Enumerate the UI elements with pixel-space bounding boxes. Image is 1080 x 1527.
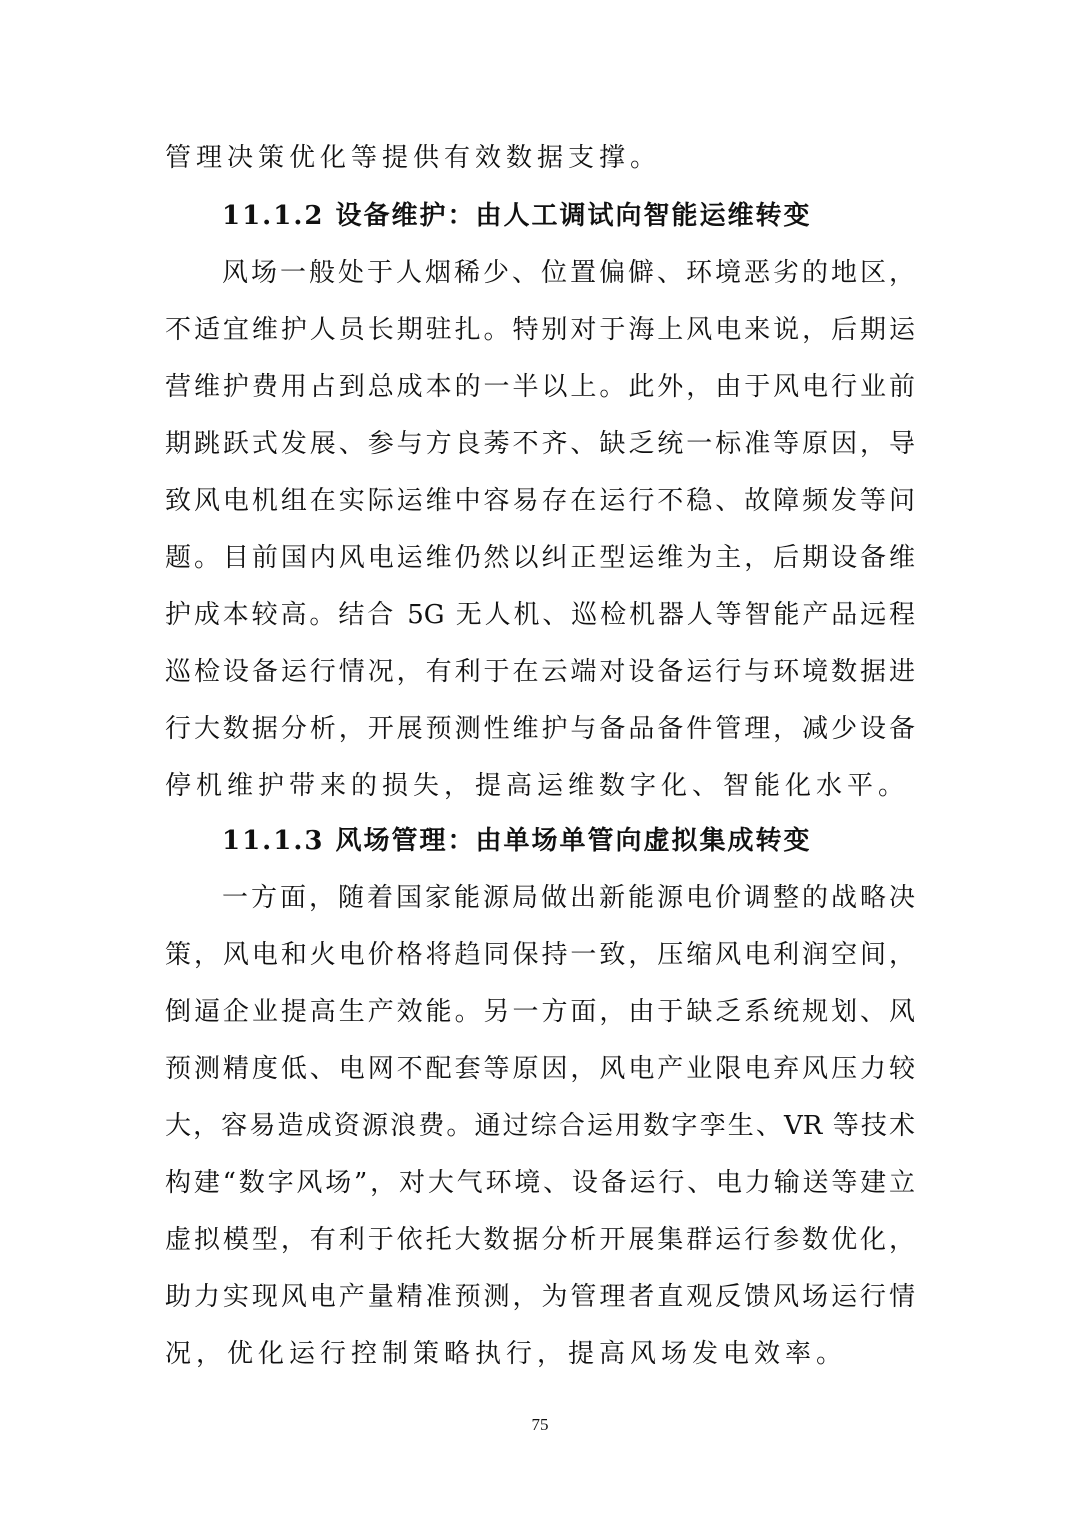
paragraph-line: 一方面，随着国家能源局做出新能源电价调整的战略决 <box>222 883 915 913</box>
section-heading-11-1-3: 11.1.3 风场管理：由单场单管向虚拟集成转变 <box>222 826 812 856</box>
paragraph-line: 预测精度低、电网不配套等原因，风电产业限电弃风压力较 <box>165 1054 915 1084</box>
paragraph-line: 题。目前国内风电运维仍然以纠正型运维为主，后期设备维 <box>165 543 915 573</box>
paragraph-line: 护成本较高。结合 5G 无人机、巡检机器人等智能产品远程 <box>165 600 915 630</box>
paragraph-line: 虚拟模型，有利于依托大数据分析开展集群运行参数优化， <box>165 1225 915 1255</box>
paragraph-line: 管理决策优化等提供有效数据支撑。 <box>165 143 662 173</box>
paragraph-line: 期跳跃式发展、参与方良莠不齐、缺乏统一标准等原因，导 <box>165 429 915 459</box>
section-heading-11-1-2: 11.1.2 设备维护：由人工调试向智能运维转变 <box>222 201 812 231</box>
paragraph-line: 助力实现风电产量精准预测，为管理者直观反馈风场运行情 <box>165 1282 915 1312</box>
paragraph-line: 策，风电和火电价格将趋同保持一致，压缩风电利润空间， <box>165 940 915 970</box>
paragraph-line: 大，容易造成资源浪费。通过综合运用数字孪生、VR 等技术 <box>165 1111 915 1141</box>
paragraph-line: 不适宜维护人员长期驻扎。特别对于海上风电来说，后期运 <box>165 315 915 345</box>
paragraph-line: 况，优化运行控制策略执行，提高风场发电效率。 <box>165 1339 848 1369</box>
paragraph-line: 构建“数字风场”，对大气环境、设备运行、电力输送等建立 <box>165 1168 915 1198</box>
paragraph-line: 行大数据分析，开展预测性维护与备品备件管理，减少设备 <box>165 714 915 744</box>
paragraph-line: 倒逼企业提高生产效能。另一方面，由于缺乏系统规划、风 <box>165 997 915 1027</box>
page-number: 75 <box>531 1415 549 1434</box>
paragraph-line: 风场一般处于人烟稀少、位置偏僻、环境恶劣的地区， <box>222 258 915 288</box>
paragraph-line: 致风电机组在实际运维中容易存在运行不稳、故障频发等问 <box>165 486 915 516</box>
paragraph-line: 巡检设备运行情况，有利于在云端对设备运行与环境数据进 <box>165 657 915 687</box>
paragraph-line: 停机维护带来的损失，提高运维数字化、智能化水平。 <box>165 771 910 801</box>
paragraph-line: 营维护费用占到总成本的一半以上。此外，由于风电行业前 <box>165 372 915 402</box>
